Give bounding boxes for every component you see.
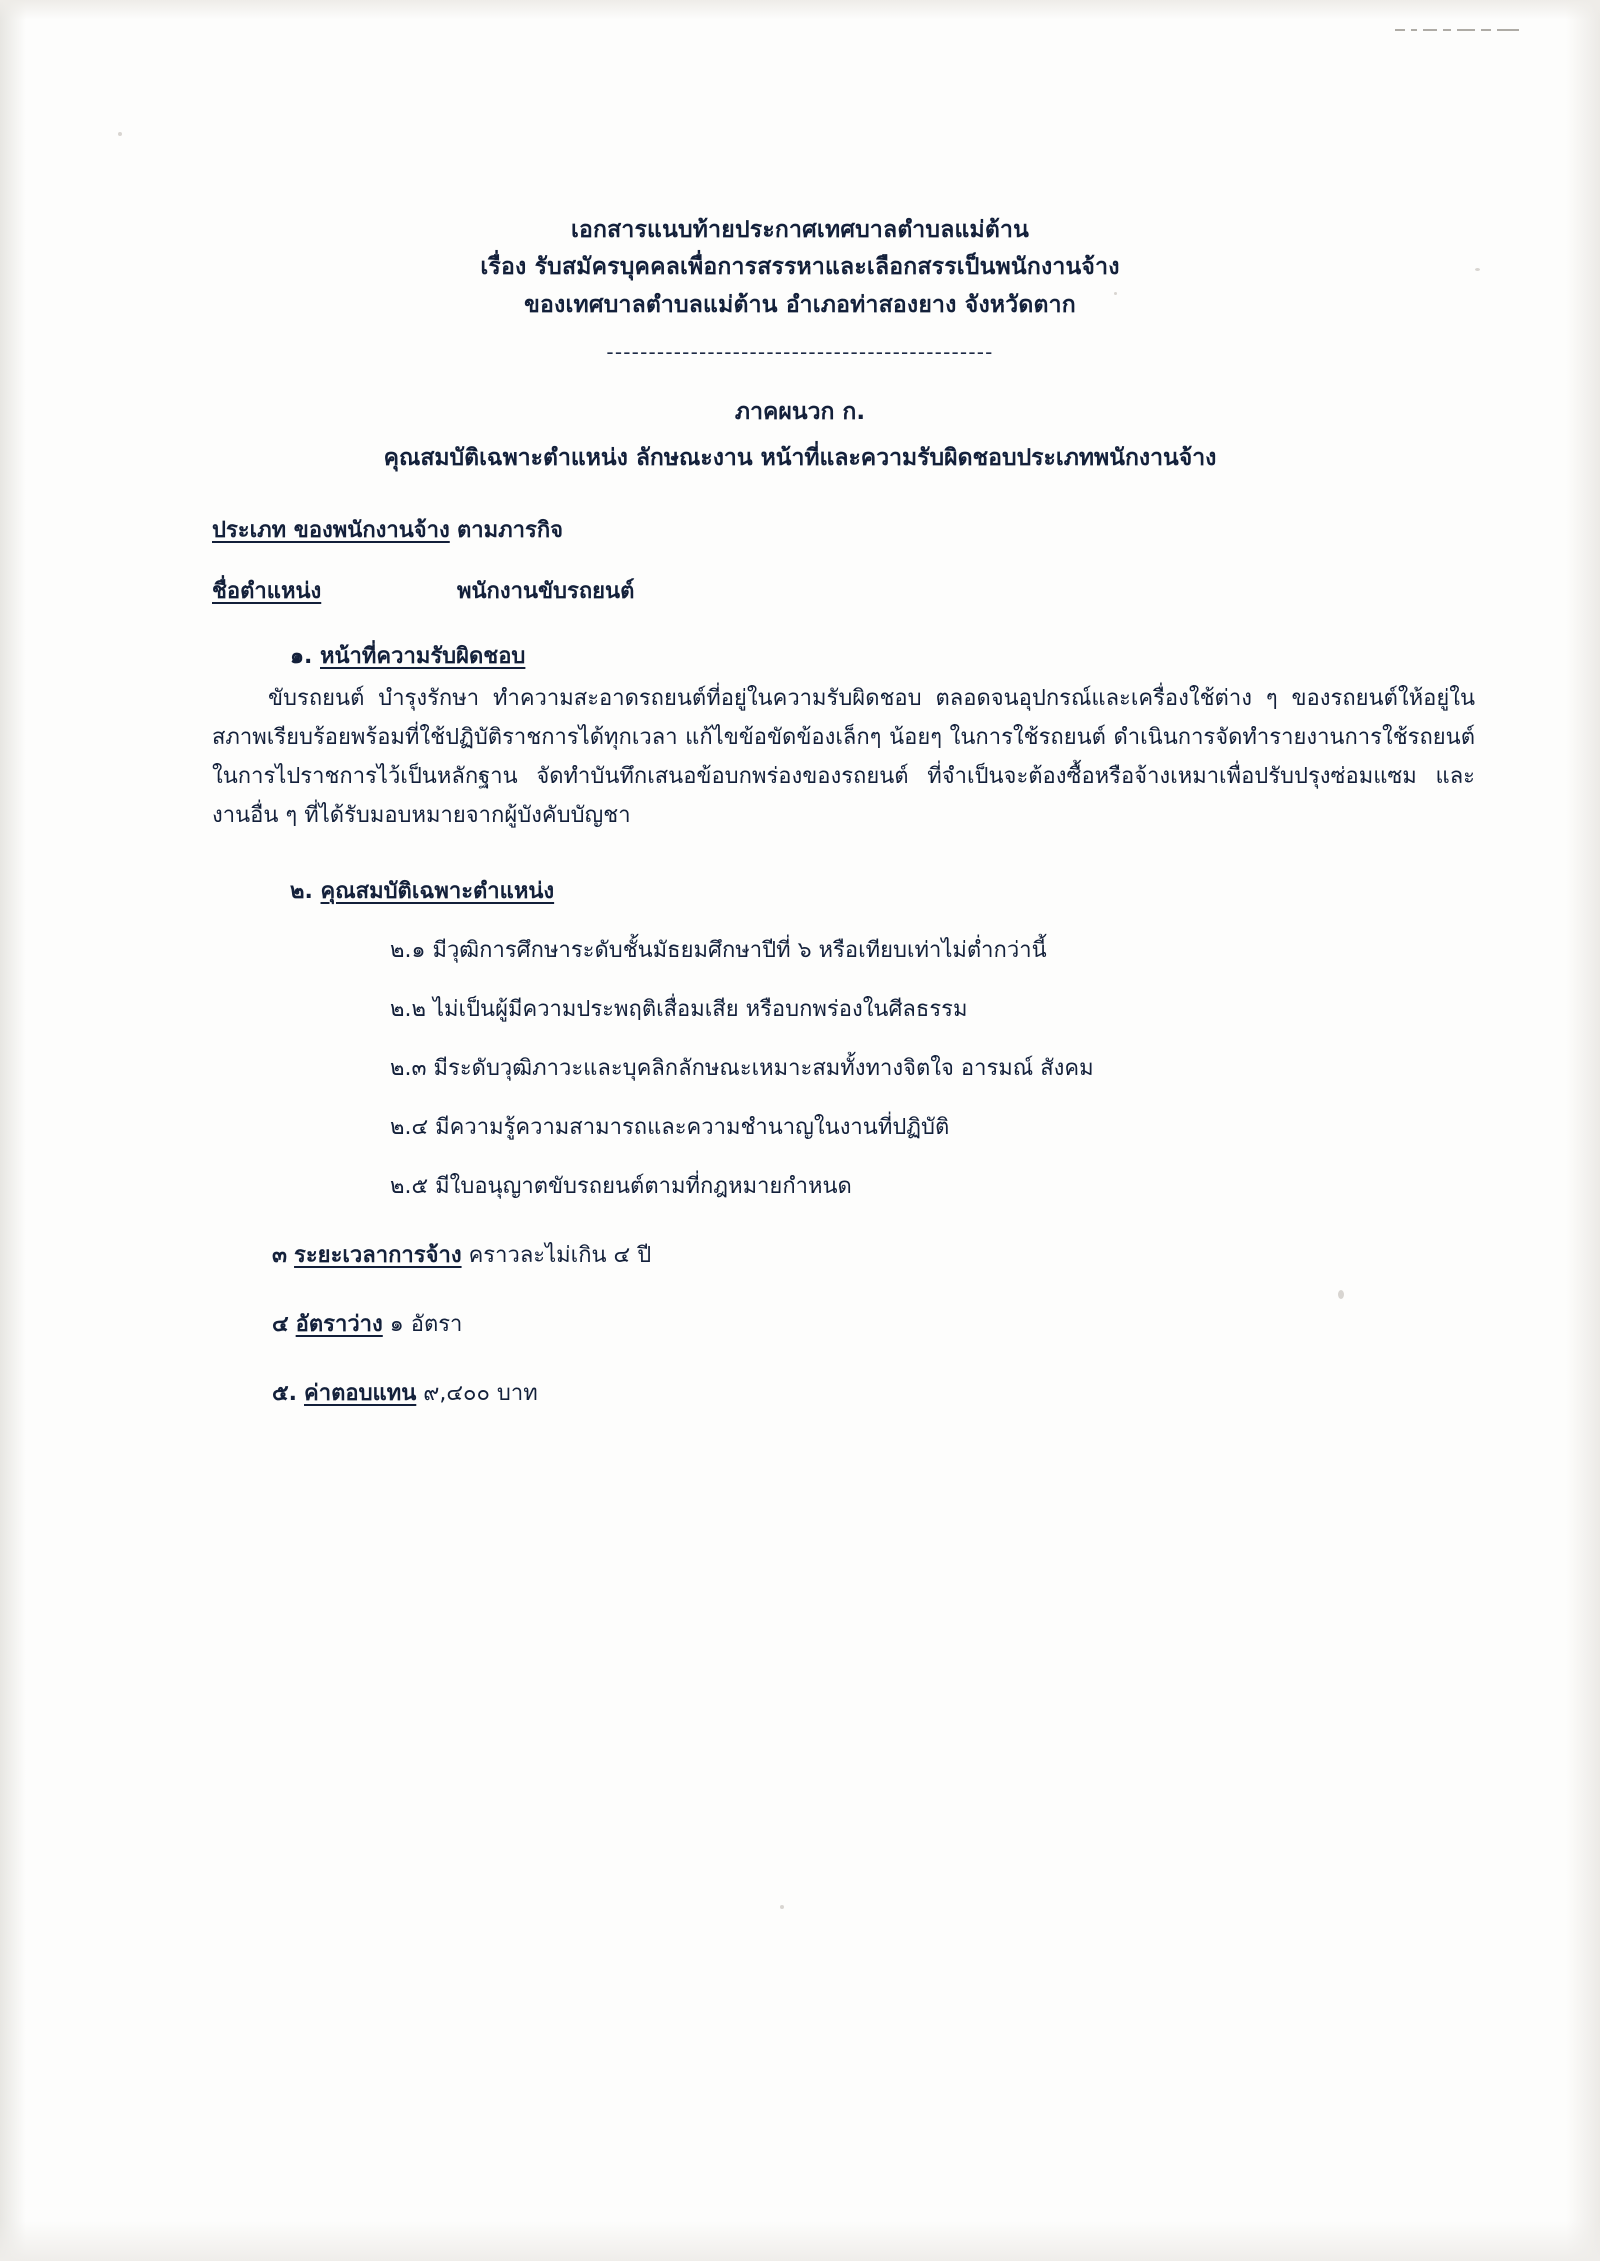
section-4-number: ๔	[272, 1312, 289, 1338]
field-label-position-name: ชื่อตำแหน่ง	[212, 578, 322, 604]
list-item: ๒.๕ มีใบอนุญาตขับรถยนต์ตามที่กฎหมายกำหนด	[390, 1174, 852, 1200]
header-line-1: เอกสารแนบท้ายประกาศเทศบาลตำบลแม่ต้าน	[570, 217, 1030, 243]
section-2-item-list	[0, 932, 1600, 1203]
section-3-line	[0, 1237, 1600, 1272]
section-4-line	[0, 1306, 1600, 1341]
field-value-position-name: พนักงานขับรถยนต์	[457, 578, 635, 604]
list-item: ๒.๒ ไม่เป็นผู้มีความประพฤติเสื่อมเสีย หรือบกพร่องในศีลธรรม	[390, 997, 968, 1023]
section-5-number: ๕.	[272, 1381, 298, 1407]
header-separator: ----------------------------------------------	[606, 339, 994, 364]
field-value-employee-type: ตามภารกิจ	[457, 517, 564, 543]
field-row-employee-type	[0, 512, 1600, 547]
page-edge-shadow-bottom	[0, 2221, 1600, 2261]
section-1-number: ๑.	[290, 643, 313, 669]
section-3-value: คราวละไม่เกิน ๔ ปี	[468, 1243, 652, 1269]
section-4-value: ๑ อัตรา	[389, 1312, 463, 1338]
section-1-paragraph-wrapper	[0, 679, 1600, 836]
field-label-employee-type: ประเภท ของพนักงานจ้าง	[212, 517, 450, 543]
section-1-heading	[0, 638, 1600, 673]
section-3-number: ๓	[272, 1243, 288, 1269]
section-5-label: ค่าตอบแทน	[304, 1381, 417, 1407]
document-header	[0, 212, 1600, 324]
scan-speck	[780, 1905, 784, 1909]
list-item: ๒.๔ มีความรู้ความสามารถและความชำนาญในงานที่ปฏิบัติ	[390, 1115, 950, 1141]
section-2-number: ๒.	[290, 879, 313, 905]
section-1-title: หน้าที่ความรับผิดชอบ	[320, 643, 526, 669]
list-item: ๒.๓ มีระดับวุฒิภาวะและบุคลิกลักษณะเหมาะสมทั้งทางจิตใจ อารมณ์ สังคม	[390, 1056, 1094, 1082]
section-3-label: ระยะเวลาการจ้าง	[294, 1243, 462, 1269]
section-5-line	[0, 1375, 1600, 1410]
section-4-label: อัตราว่าง	[295, 1312, 383, 1338]
list-item: ๒.๑ มีวุฒิการศึกษาระดับชั้นมัธยมศึกษาปีที่ ๖ หรือเทียบเท่าไม่ต่ำกว่านี้	[390, 938, 1047, 964]
header-line-2: เรื่อง รับสมัครบุคคลเพื่อการสรรหาและเลือกสรรเป็นพนักงานจ้าง	[480, 254, 1120, 281]
section-1-paragraph: ขับรถยนต์ บำรุงรักษา ทำความสะอาดรถยนต์ที่อยู่ในความรับผิดชอบ ตลอดจนอุปกรณ์และเครื่องใช้ต่าง ๆ ของรถยนต์ให้อยู่ในสภาพเรียบร้อยพร้อมที่ใช้ปฏิบัติราชการได้ทุกเวลา แก้ไขข้อขัดข้องเล็กๆ น้อยๆ ในการใช้รถยนต์ ดำเนินการจัดทำรายงานการใช้รถยนต์ในการไปราชการไว้เป็นหลักฐาน จัดทำบันทึกเสนอข้อบกพร่องของรถยนต์ ที่จำเป็นจะต้องซื้อหรือจ้างเหมาเพื่อปรับปรุงซ่อมแซม และงานอื่น ๆ ที่ได้รับมอบหมายจากผู้บังคับบัญชา	[212, 685, 1475, 829]
annex-title: ภาคผนวก ก.	[734, 398, 866, 425]
annex-subtitle: คุณสมบัติเฉพาะตำแหน่ง ลักษณะงาน หน้าที่และความรับผิดชอบประเภทพนักงานจ้าง	[383, 444, 1217, 471]
section-5-value: ๙,๔๐๐ บาท	[423, 1381, 538, 1407]
header-line-3: ของเทศบาลตำบลแม่ต้าน อำเภอท่าสองยาง จังหวัดตาก	[524, 291, 1076, 318]
field-row-position-name	[0, 573, 1600, 608]
section-2-title: คุณสมบัติเฉพาะตำแหน่ง	[320, 879, 555, 905]
section-2-heading	[0, 873, 1600, 908]
